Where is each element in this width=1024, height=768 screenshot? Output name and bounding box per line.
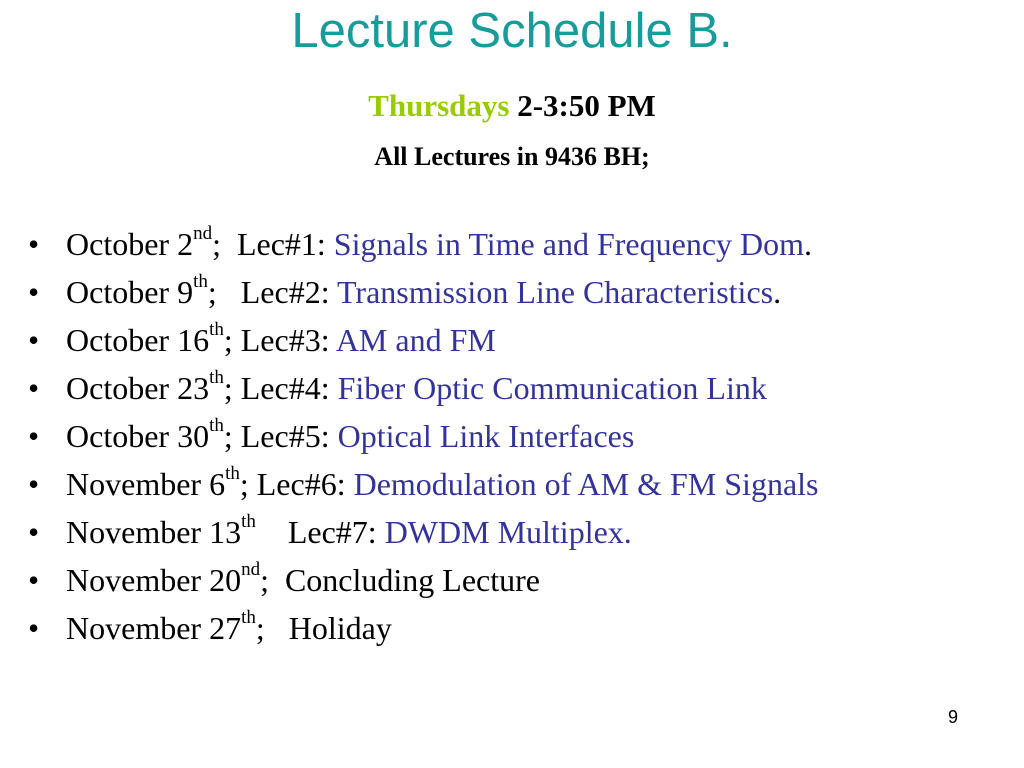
bullet-icon: • bbox=[28, 466, 40, 502]
lecture-date: October 9 bbox=[66, 274, 194, 310]
lecture-date: October 23 bbox=[66, 370, 210, 406]
bullet-icon: • bbox=[28, 226, 40, 262]
lecture-schedule-list bbox=[28, 221, 818, 653]
lecture-label: ; Lec#4: bbox=[223, 370, 338, 406]
lecture-date: October 2 bbox=[66, 226, 194, 262]
lecture-date: October 16 bbox=[66, 322, 210, 358]
lecture-label: Lec#7: bbox=[255, 514, 385, 550]
list-item bbox=[28, 509, 818, 557]
lecture-day: Thursdays bbox=[368, 88, 510, 123]
lecture-date: November 6 bbox=[66, 466, 226, 502]
date-suffix: th bbox=[193, 271, 208, 293]
bullet-icon: • bbox=[28, 418, 40, 454]
list-item bbox=[28, 317, 818, 365]
slide-title: Lecture Schedule B. bbox=[291, 4, 733, 58]
lecture-date: November 20 bbox=[66, 562, 242, 598]
bullet-icon: • bbox=[28, 370, 40, 406]
lecture-time: 2-3:50 PM bbox=[517, 88, 656, 123]
lecture-topic: AM and FM bbox=[335, 322, 496, 358]
list-item bbox=[28, 557, 818, 605]
lecture-room: All Lectures in 9436 BH; bbox=[374, 142, 650, 171]
lecture-label: ; Lec#5: bbox=[223, 418, 338, 454]
page-number: 9 bbox=[948, 707, 959, 727]
line-end: . bbox=[773, 274, 782, 310]
list-item bbox=[28, 413, 818, 461]
lecture-label: ; Holiday bbox=[255, 610, 392, 646]
bullet-icon: • bbox=[28, 514, 40, 550]
date-suffix: th bbox=[209, 367, 224, 389]
date-suffix: th bbox=[209, 319, 224, 341]
schedule-time-line bbox=[0, 86, 1024, 126]
lecture-topic: Signals in Time and Frequency Dom bbox=[333, 226, 805, 262]
lecture-label: ; Lec#3: bbox=[223, 322, 336, 358]
date-suffix: th bbox=[241, 607, 256, 629]
date-suffix: nd bbox=[193, 223, 213, 245]
lecture-topic: DWDM Multiplex. bbox=[384, 514, 632, 550]
lecture-label: ; Lec#1: bbox=[212, 226, 334, 262]
lecture-topic: Transmission Line Characteristics bbox=[337, 274, 774, 310]
lecture-label: ; Concluding Lecture bbox=[260, 562, 540, 598]
lecture-label: ; Lec#2: bbox=[207, 274, 337, 310]
lecture-topic: Demodulation of AM & FM Signals bbox=[353, 466, 819, 502]
list-item bbox=[28, 221, 818, 269]
lecture-label: ; Lec#6: bbox=[239, 466, 354, 502]
lecture-date: November 27 bbox=[66, 610, 242, 646]
line-end: . bbox=[804, 226, 813, 262]
lecture-topic: Fiber Optic Communication Link bbox=[337, 370, 767, 406]
list-item bbox=[28, 461, 818, 509]
list-item bbox=[28, 269, 818, 317]
list-item bbox=[28, 605, 818, 653]
bullet-icon: • bbox=[28, 610, 40, 646]
date-suffix: th bbox=[225, 463, 240, 485]
bullet-icon: • bbox=[28, 322, 40, 358]
bullet-icon: • bbox=[28, 562, 40, 598]
list-item bbox=[28, 365, 818, 413]
bullet-icon: • bbox=[28, 274, 40, 310]
lecture-date: October 30 bbox=[66, 418, 210, 454]
date-suffix: nd bbox=[241, 559, 261, 581]
date-suffix: th bbox=[241, 511, 256, 533]
date-suffix: th bbox=[209, 415, 224, 437]
lecture-date: November 13 bbox=[66, 514, 242, 550]
lecture-topic: Optical Link Interfaces bbox=[337, 418, 635, 454]
